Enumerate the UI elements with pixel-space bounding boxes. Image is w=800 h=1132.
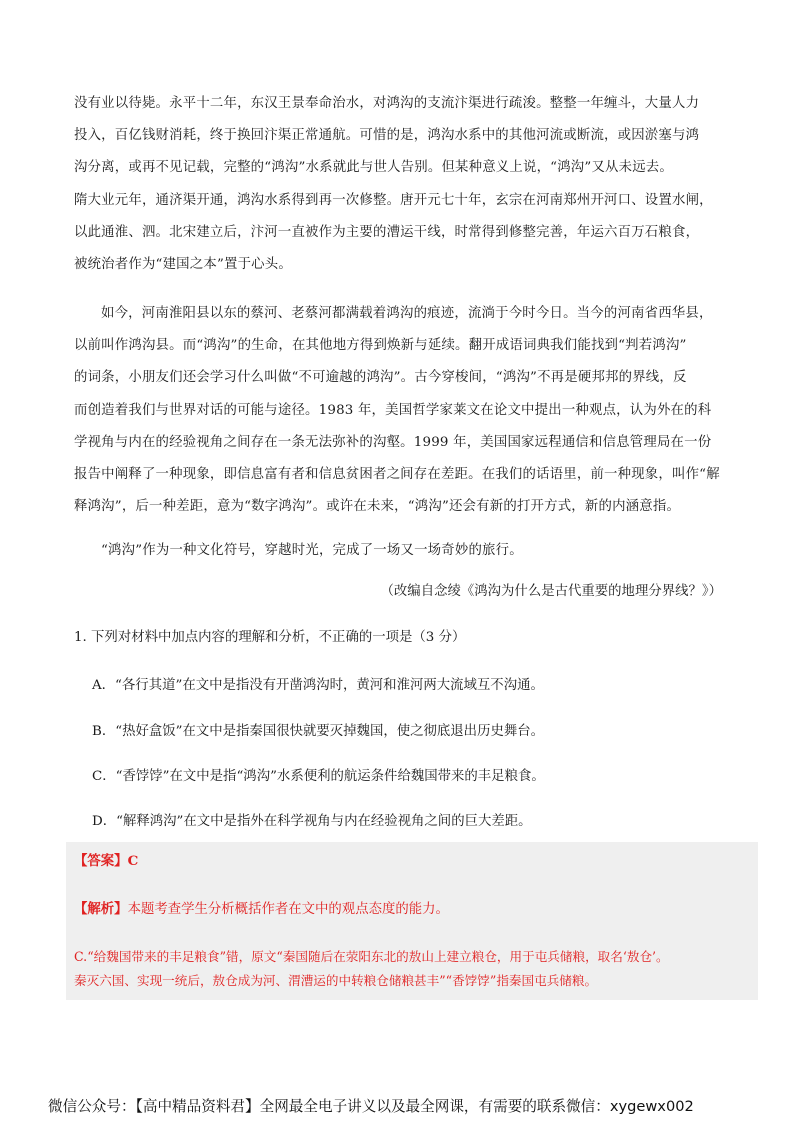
- question-stem: 1. 下列对材料中加点内容的理解和分析，不正确的一项是（3 分）: [74, 630, 466, 645]
- passage-paragraph-3: [74, 535, 754, 567]
- text-line: 学视角与内在的经验视角之间存在一条无法弥补的沟壑。1999 年，美国国家远程通信和信息管理局在一份: [74, 434, 712, 450]
- answer-line: [74, 850, 138, 873]
- analysis-detail-line-1: C.“给魏国带来的丰足粮食”错，原文“秦国随后在荥阳东北的敖山上建立粮仓，用于屯兵储粮，取名‘敖仓’。: [74, 949, 669, 964]
- text-line: 如今，河南淮阳县以东的蔡河、老蔡河都满载着鸿沟的痕迹，流淌于今时今日。当今的河南省西华县，: [101, 306, 713, 321]
- text-line: 而创造着我们与世界对话的可能与途径。1983 年，美国哲学家莱文在论文中提出一种观点，认为外在的科: [74, 402, 712, 418]
- text-line: 被统治者作为“建国之本”置于心头。: [74, 256, 292, 272]
- text-line: 以此通淮、泗。北宋建立后，汴河一直被作为主要的漕运干线，时常得到修整完善，年运六百万石粮食，: [74, 224, 700, 240]
- analysis-text: 本题考查学生分析概括作者在文中的观点态度的能力。: [127, 902, 449, 917]
- text-line: 报告中阐释了一种现象，即信息富有者和信息贫困者之间存在差距。在我们的话语里，前一种现象，叫作“解: [74, 466, 720, 482]
- analysis-detail-line-2: 秦灭六国、实现一统后，敖仓成为河、渭漕运的中转粮仓储粮甚丰”“香饽饽”指秦国屯兵储粮。: [74, 973, 598, 988]
- text-line: 隋大业元年，通济渠开通，鸿沟水系得到再一次修整。唐开元七十年，玄宗在河南郑州开河口、设置水闸，: [74, 192, 713, 208]
- option-d: D．“解释鸿沟”在文中是指外在科学视角与内在经验视角之间的巨大差距。: [92, 814, 532, 829]
- analysis-line: [74, 898, 449, 921]
- answer-tag: 【答案】: [74, 853, 128, 869]
- text-line: “鸿沟”作为一种文化符号，穿越时光，完成了一场又一场奇妙的旅行。: [101, 543, 523, 558]
- passage-source: （改编自念绫《鸿沟为什么是古代重要的地理分界线？》）: [380, 584, 722, 599]
- text-line: 的词条，小朋友们还会学习什么叫做“不可逾越的鸿沟”。古今穿梭间，“鸿沟”不再是硬邦邦的界线，反: [74, 370, 687, 386]
- passage-paragraph-2: [74, 298, 754, 523]
- text-line: 没有业以待毙。永平十二年，东汉王景奉命治水，对鸿沟的支流汴渠进行疏浚。整整一年缠斗，大量人力: [74, 96, 700, 111]
- answer-value: C: [127, 853, 139, 869]
- text-line: 以前叫作鸿沟县。而“鸿沟”的生命，在其他地方得到焕新与延续。翻开成语词典我们能找到“判若鸿沟”: [74, 338, 687, 354]
- option-b: B．“热好盒饭”在文中是指秦国很快就要灭掉魏国，使之彻底退出历史舞台。: [92, 724, 545, 739]
- option-a: A．“各行其道”在文中是指没有开凿鸿沟时，黄河和淮河两大流域互不沟通。: [92, 678, 544, 693]
- text-line: 投入，百亿钱财消耗，终于换回汴渠正常通航。可惜的是，鸿沟水系中的其他河流或断流，或因淤塞与鸿: [74, 128, 700, 144]
- passage-paragraph-1: [74, 88, 754, 281]
- text-line: 沟分离，或再不见记载，完整的“鸿沟”水系就此与世人告别。但某种意义上说，“鸿沟”又从未远去。: [74, 160, 673, 176]
- analysis-tag: 【解析】: [74, 901, 128, 917]
- option-c: C．“香饽饽”在文中是指“鸿沟”水系便利的航运条件给魏国带来的丰足粮食。: [92, 769, 545, 784]
- text-line: 释鸿沟”，后一种差距，意为“数字鸿沟”。或许在未来，“鸿沟”还会有新的打开方式，新的内涵意指。: [74, 499, 681, 515]
- answer-box: [66, 842, 758, 1000]
- footer-contact: 微信公众号：【高中精品资料君】全网最全电子讲义以及最全网课，有需要的联系微信：xygewx002: [48, 1098, 694, 1115]
